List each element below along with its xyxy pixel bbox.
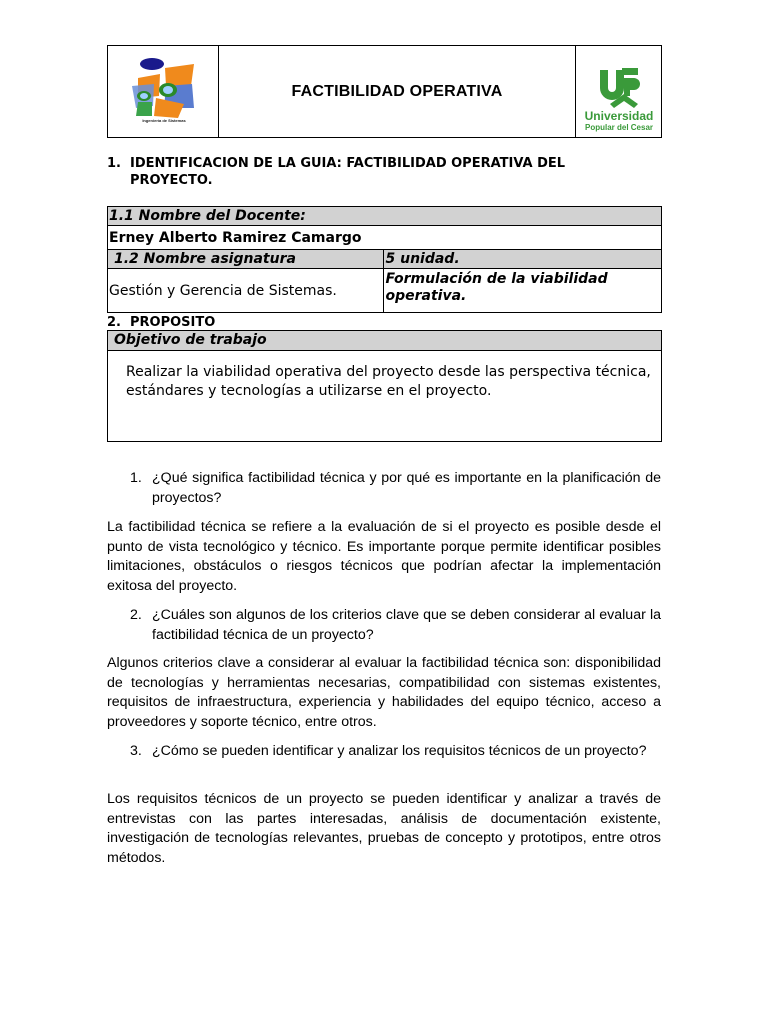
question-2 [130, 606, 661, 645]
header-title-cell [219, 46, 575, 137]
question-1-text: ¿Qué significa factibilidad técnica y por qué es importante en la planificación de proyectos? [152, 470, 661, 506]
objetivo-label: Objetivo de trabajo [108, 331, 661, 351]
section-2-number: 2. [107, 315, 121, 330]
question-2-text: ¿Cuáles son algunos de los criterios clave que se deben considerar al evaluar la factibilidad técnica de un proyecto? [152, 607, 661, 643]
page-title: FACTIBILIDAD OPERATIVA [291, 82, 503, 100]
right-logo-subname: Popular del Cesar [584, 123, 654, 132]
section-1-number: 1. [107, 156, 121, 171]
document-header [107, 45, 662, 138]
answer-3: Los requisitos técnicos de un proyecto se pueden identificar y analizar a través de entrevistas con las partes interesadas, análisis de documentación existente, investigación de tecnologías relevantes, pruebas de concepto y prototipos, entre otros métodos. [107, 791, 661, 866]
systems-engineering-logo-icon [108, 46, 219, 138]
question-3-number: 3. [130, 743, 142, 759]
section-2-title: PROPOSITO [130, 315, 216, 330]
section-1-heading [107, 155, 662, 191]
header-right-cell [575, 46, 661, 137]
right-logo-name: Universidad [584, 109, 654, 123]
asignatura-value: Gestión y Gerencia de Sistemas. [108, 269, 384, 313]
question-1-number: 1. [130, 470, 142, 486]
question-2-number: 2. [130, 607, 142, 623]
asignatura-label: 1.2 Nombre asignatura [108, 250, 384, 269]
docente-label: 1.1 Nombre del Docente: [108, 207, 662, 226]
objetivo-text: Realizar la viabilidad operativa del proyecto desde las perspectiva técnica, estándares y tecnologías a utilizarse en el proyecto. [126, 364, 651, 399]
guide-info-table [107, 206, 662, 313]
unidad-value: Formulación de la viabilidad operativa. [384, 269, 662, 313]
answer-1: La factibilidad técnica se refiere a la evaluación de si el proyecto es posible desde el punto de vista tecnológico y técnico. Es importante porque permite identificar posibles limitaciones, obstáculos o riesgos técnicos que podrían afectar la implementación exitosa del proyecto. [107, 519, 661, 594]
question-1 [130, 469, 661, 508]
section-1-title: IDENTIFICACION DE LA GUIA: FACTIBILIDAD OPERATIVA DEL PROYECTO. [130, 156, 566, 188]
header-left-cell [108, 46, 219, 137]
docente-value: Erney Alberto Ramirez Camargo [108, 226, 662, 250]
left-logo-caption: Ingeniería de Sistemas [142, 118, 186, 123]
question-3 [130, 742, 661, 762]
question-3-text: ¿Cómo se pueden identificar y analizar los requisitos técnicos de un proyecto? [152, 743, 647, 759]
section-2-heading [107, 314, 662, 331]
objetivo-box [107, 330, 662, 442]
unidad-label: 5 unidad. [384, 250, 662, 269]
answer-2: Algunos criterios clave a considerar al evaluar la factibilidad técnica son: disponibilidad de tecnologías y herramientas necesarias, compatibilidad con sistemas existentes, requisitos de infraestructura, experiencia y habilidades del equipo técnico, acceso a proveedores y soporte técnico, entre otros. [107, 655, 661, 730]
